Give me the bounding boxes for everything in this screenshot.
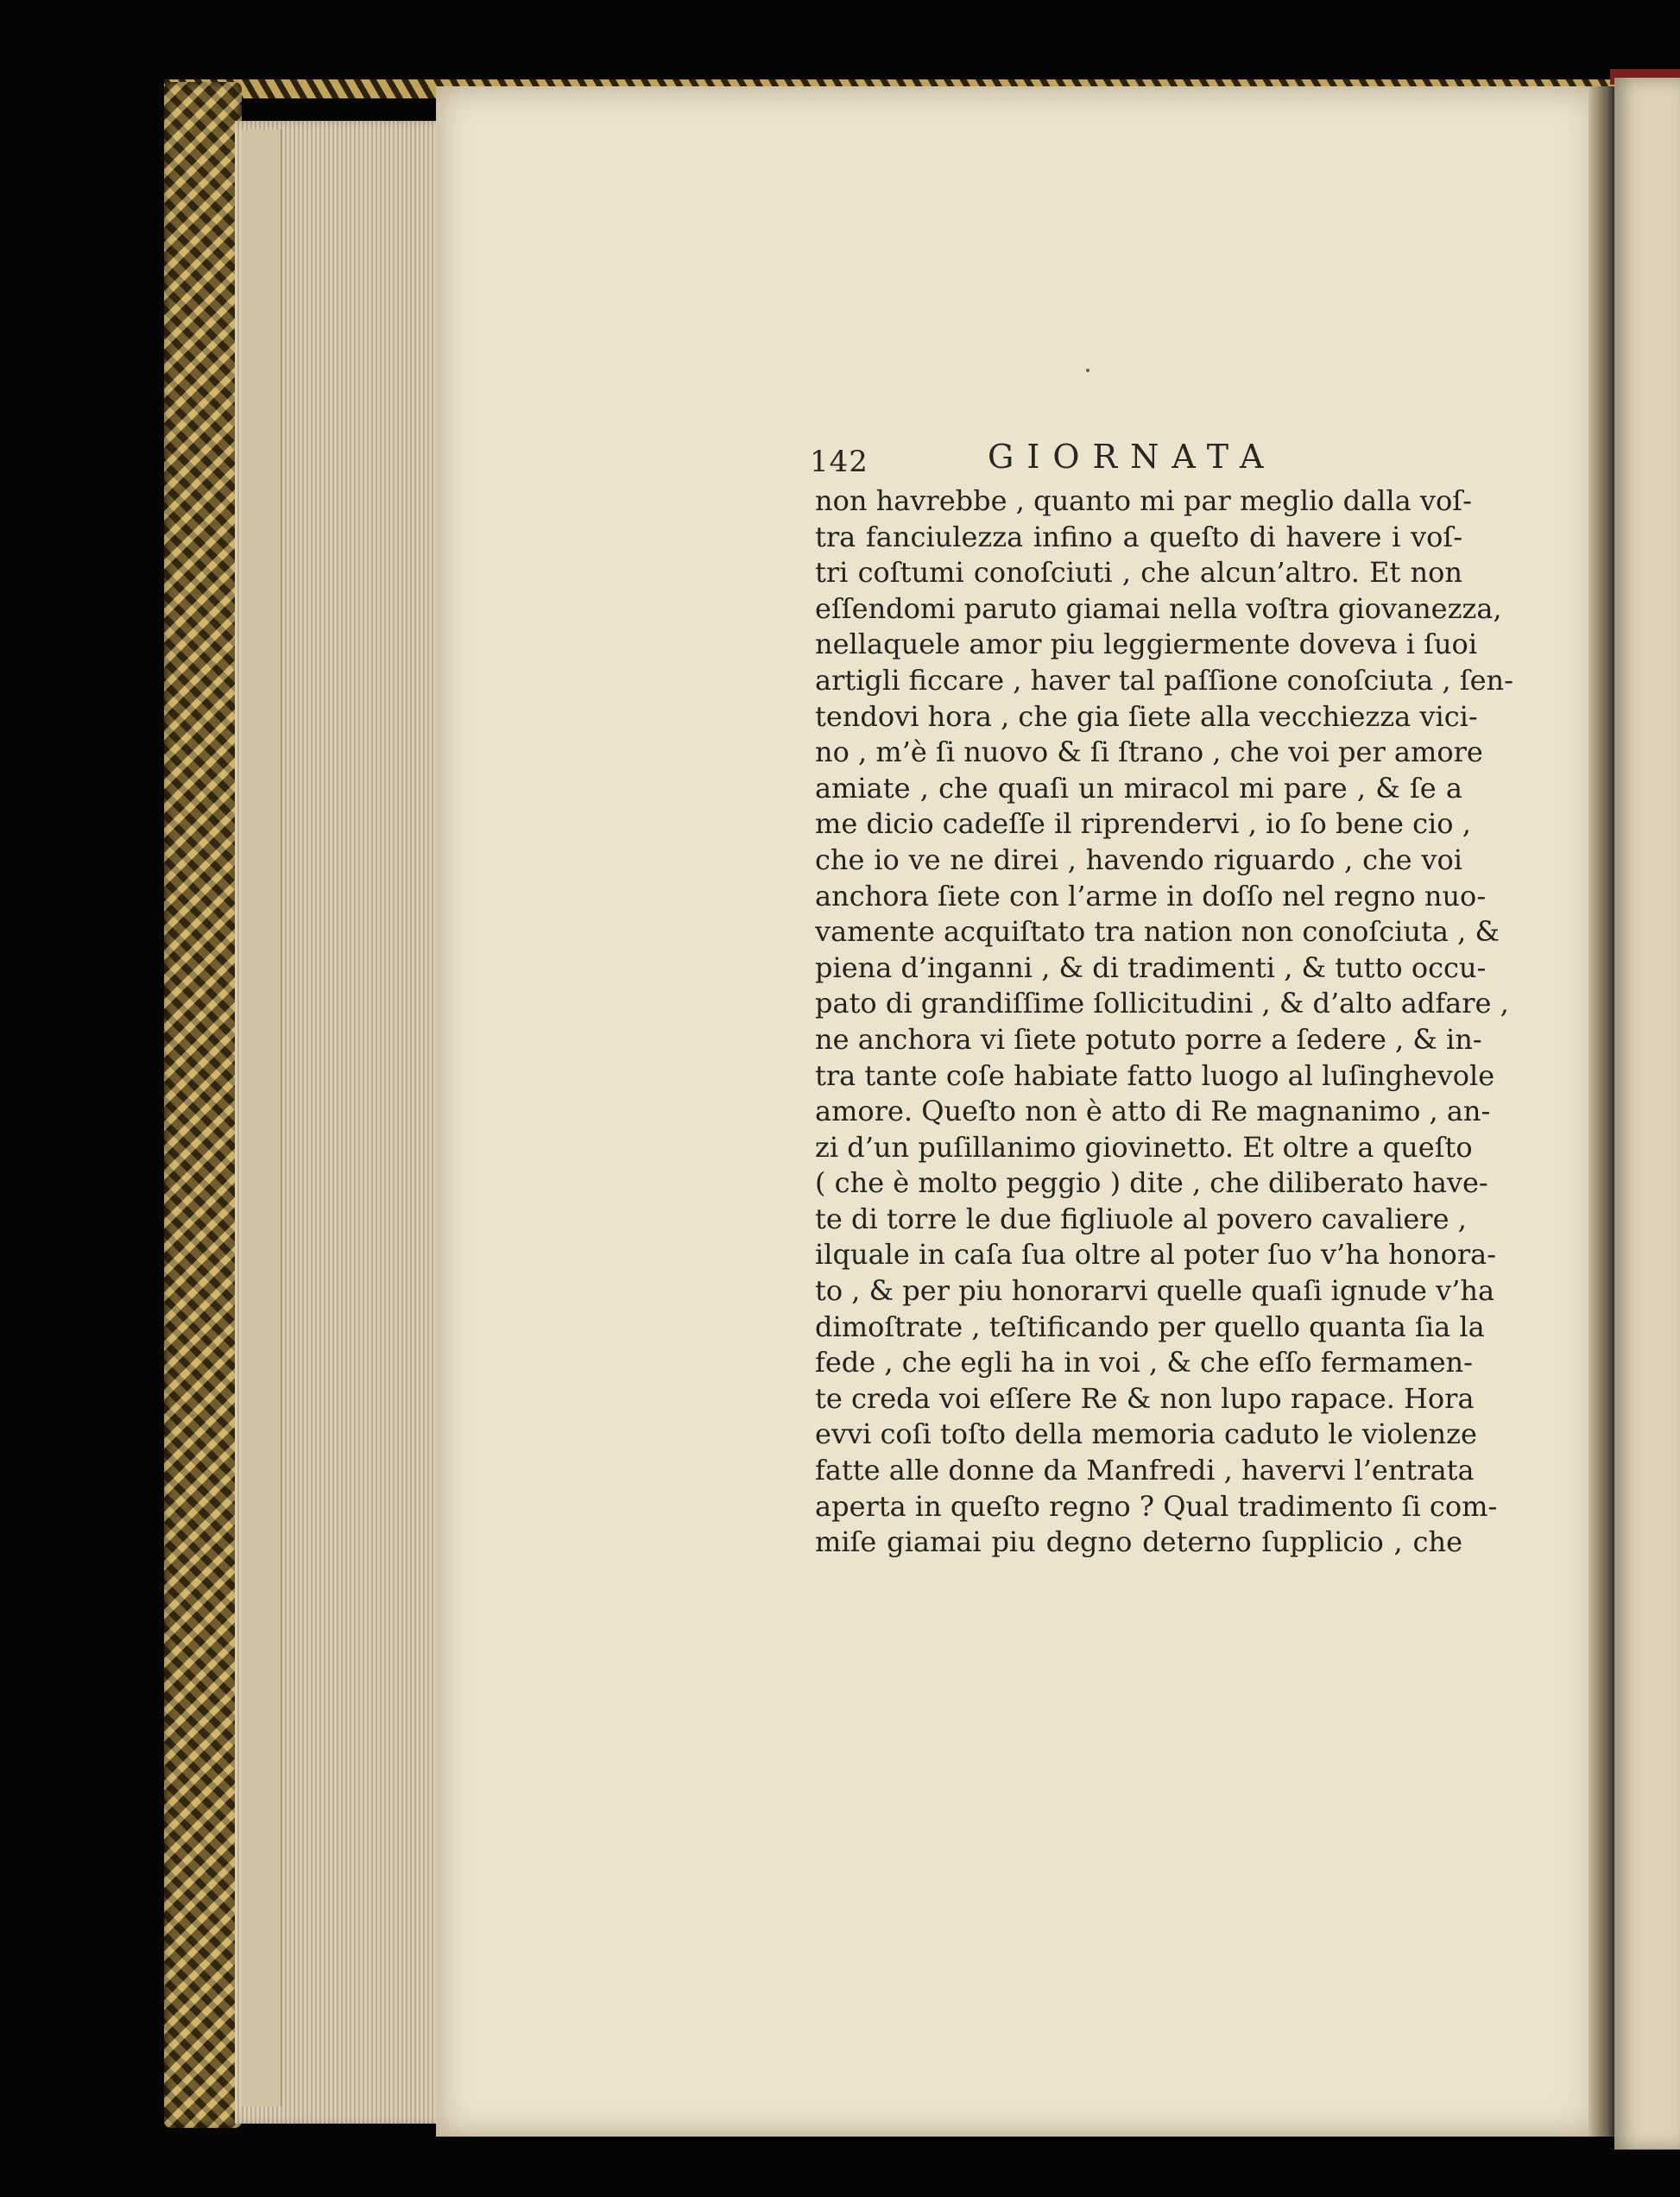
text-line: amore. Queſto non è atto di Re magnanimo , an- (815, 1095, 1491, 1128)
body-text (815, 483, 1513, 1561)
facing-page (1614, 78, 1680, 2150)
text-line: aperta in queſto regno ? Qual tradimento ſi com- (815, 1489, 1498, 1523)
text-line: zi d’un puſillanimo giovinetto. Et oltre a queſto (815, 1130, 1473, 1164)
text-line: dimoſtrate , teſtificando per quello quanta ſia la (815, 1310, 1485, 1343)
text-line: to , & per piu honorarvi quelle quaſi ignude v’ha (815, 1274, 1495, 1308)
text-line: tra tante coſe habiate fatto luogo al luſinghevole (815, 1058, 1495, 1092)
text-line: tra fanciulezza infino a queſto di havere i voſ- (815, 520, 1462, 553)
gilded-cover-edge (164, 82, 242, 2128)
text-line: fede , che egli ha in voi , & che eſſo fermamen- (815, 1346, 1473, 1379)
text-line: te creda voi eſſere Re & non lupo rapace. Hora (815, 1381, 1475, 1415)
text-line: piena d’inganni , & di tradimenti , & tutto occu- (815, 950, 1487, 984)
text-line: nellaquele amor piu leggiermente doveva i ſuoi (815, 628, 1478, 661)
text-line: pato di grandiſſime ſollicitudini , & d’alto adfare , (815, 987, 1509, 1020)
text-line: amiate , che quaſi un miracol mi pare , & ſe a (815, 771, 1462, 805)
text-line: te di torre le due figliuole al povero cavaliere , (815, 1202, 1467, 1235)
text-line: fatte alle donne da Manfredi , havervi l’entrata (815, 1454, 1475, 1487)
text-line: artigli ficcare , haver tal paſſione conoſciuta , ſen- (815, 663, 1513, 697)
text-line: eſſendomi paruto giamai nella voſtra giovanezza, (815, 591, 1502, 625)
text-line: tendovi hora , che gia ſiete alla vecchiezza vici- (815, 699, 1478, 733)
book-gutter (1588, 86, 1614, 2137)
text-line: me dicio cadeſſe il riprendervi , io ſo bene cio , (815, 807, 1471, 841)
text-line: vamente acquiſtato tra nation non conoſciuta , & (815, 915, 1500, 949)
text-line: no , m’è ſi nuovo & ſi ſtrano , che voi per amore (815, 735, 1483, 769)
text-line: non havrebbe , quanto mi par meglio dalla voſ- (815, 484, 1472, 517)
text-line: che io ve ne direi , havendo riguardo , che voi (815, 843, 1462, 876)
text-line: tri coſtumi conoſciuti , che alcun’altro. Et non (815, 556, 1462, 590)
text-line: ilquale in caſa ſua oltre al poter ſuo v’ha honora- (815, 1238, 1496, 1272)
text-line: miſe giamai piu degno deterno ſupplicio , che (815, 1525, 1462, 1559)
running-head (810, 438, 1293, 489)
text-line: ne anchora vi ſiete potuto porre a ſedere , & in- (815, 1022, 1482, 1056)
text-line: evvi coſi toſto della memoria caduto le violenze (815, 1417, 1477, 1451)
paper-speck (1086, 369, 1089, 372)
endpaper (242, 129, 282, 2106)
page-number: 142 (810, 445, 868, 479)
text-line: ( che è molto peggio ) dite , che diliberato have- (815, 1166, 1488, 1200)
text-line: anchora ſiete con l’arme in doſſo nel regno nuo- (815, 879, 1487, 912)
running-title: GIORNATA (988, 438, 1277, 476)
